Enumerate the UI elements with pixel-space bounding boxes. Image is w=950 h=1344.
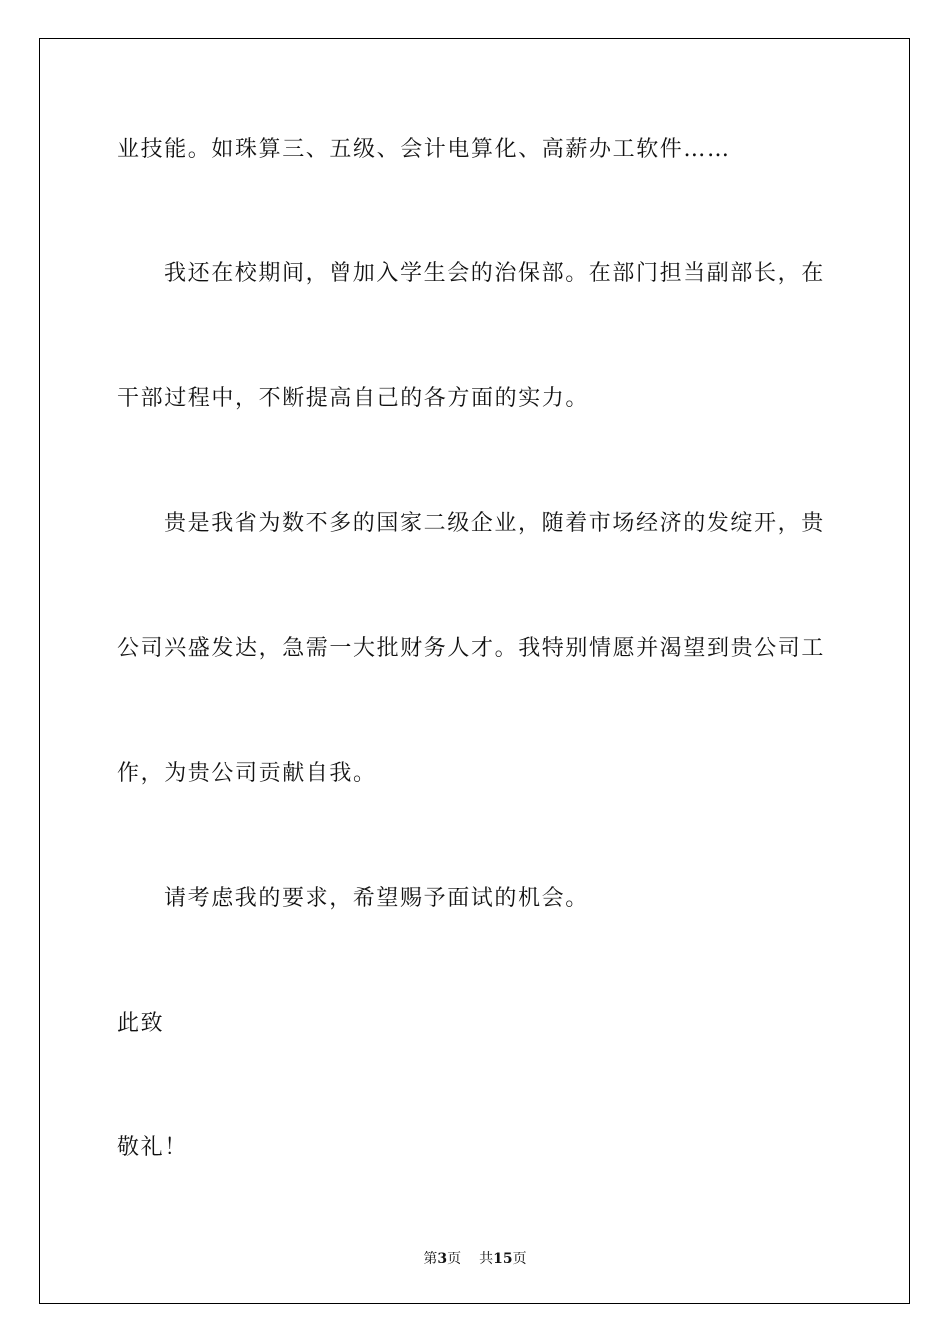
paragraph-line-2: 我还在校期间，曾加入学生会的治保部。在部门担当副部长，在	[164, 261, 825, 286]
body-line-5: 公司兴盛发达，急需一大批财务人才。我特别情愿并渴望到贵公司工	[117, 636, 826, 661]
body-line-1: 业技能。如珠算三、五级、会计电算化、高薪办工软件……	[117, 137, 731, 162]
total-prefix: 共	[479, 1251, 494, 1267]
page-total: 15	[493, 1251, 513, 1267]
page-border	[39, 38, 910, 1304]
body-line-3: 干部过程中，不断提高自己的各方面的实力。	[117, 386, 590, 411]
total-unit: 页	[512, 1251, 527, 1267]
page-unit: 页	[447, 1251, 462, 1267]
salutation-line: 敬礼！	[117, 1135, 188, 1160]
paragraph-line-7: 请考虑我的要求，希望赐予面试的机会。	[164, 886, 589, 911]
page-current: 3	[437, 1251, 448, 1267]
closing-line: 此致	[117, 1011, 165, 1036]
body-line-6: 作，为贵公司贡献自我。	[117, 761, 377, 786]
paragraph-line-4: 贵是我省为数不多的国家二级企业，随着市场经济的发绽开，贵	[164, 511, 825, 536]
page-number-footer	[0, 1248, 950, 1268]
page-prefix: 第	[423, 1251, 438, 1267]
